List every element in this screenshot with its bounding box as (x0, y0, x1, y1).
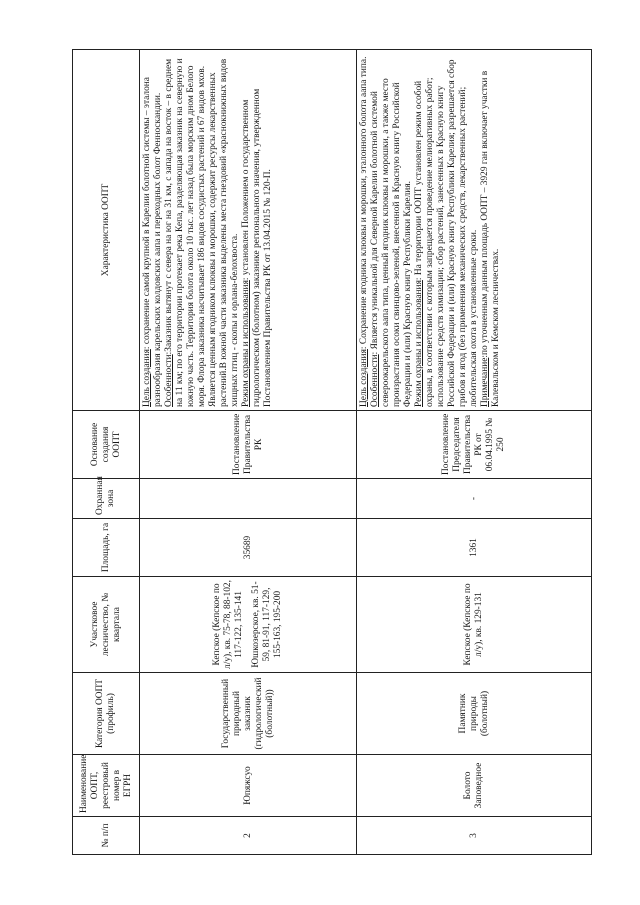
forestry-line: Кепское (Кепское по л/у), кв. 129-131 (463, 583, 485, 666)
features-text: : Является уникальной для Северной Карелии болотной системой североокарельского аапа типа, ценный ягодник клюквы и морошки, а также место произрастания осоки свинцово-зеленой, внесенной в Красную книгу Российской Федерации и (или) Красную книгу Республики Карелия. (370, 78, 414, 407)
header-basis: Основание создания ООПТ (73, 411, 140, 479)
row-forestry (357, 577, 592, 673)
forestry-line: Юшкозерское, кв. 51-59, 81-91, 117-129, 155-163, 195-200 (251, 581, 284, 668)
table-header-row (73, 50, 140, 855)
oopt-table (72, 49, 592, 855)
features-label: Особенности (370, 354, 381, 407)
note-paragraph (480, 53, 502, 407)
regime-label: Режим охраны и использования (414, 280, 425, 407)
row-name: Юпяжсуо (140, 755, 357, 817)
goal-label: Цель создания (142, 349, 152, 407)
header-name: Наименование ООПТ, реестровый номер в ЕГРН (73, 755, 140, 817)
features-paragraph (370, 53, 414, 407)
regime-text: : На территории ООПТ установлен режим особой охраны, в соответствии с которым запрещается проведение мелиоративных работ; использование средств химизации; сбор растений, занесенных в Красную книгу Российской Федерации и (или) Красную книгу Республики Карелия; разрешается сбор грибов и ягод (без применения механических средств, лекарственных растений; любительская охота в установленные сроки. (414, 59, 480, 407)
note-label: Примечание (480, 357, 491, 407)
header-forestry: Участковое лесничество, № квартала (73, 577, 140, 673)
regime-label: Режим охраны и использования (241, 280, 251, 407)
goal-text: : сохранение самой крупной в Карелии болотной системы – эталона разнообразия карельских колдовских аапа и переходных болот Фенноскандии. (142, 77, 163, 407)
regime-text: : установлен Положением о государственном гидрологическом (болотном) заказнике регионального значения, утвержденном Постановлением Правительства РК от 13.04.2015 № 120-П. (241, 88, 273, 407)
table-row (140, 50, 357, 855)
goal-label: Цель создания (359, 349, 370, 407)
goal-paragraph (142, 53, 164, 407)
row-name: Болото Заповедное (357, 755, 592, 817)
regime-paragraph (241, 53, 274, 407)
regime-paragraph (414, 53, 480, 407)
row-category: Памятник природы (болотный) (357, 673, 592, 755)
row-category: Государственный природный заказник (гидрологический (болотный)) (140, 673, 357, 755)
row-area: 1361 (357, 519, 592, 577)
forestry-line: Кепское (Кепское по л/у), кв. 75-78, 88-102, 117-122, 135-141 (212, 580, 245, 669)
row-num: 2 (140, 817, 357, 855)
header-characteristics: Характеристика ООПТ (73, 50, 140, 411)
row-basis: Постановление Правительства РК (140, 411, 357, 479)
header-area: Площадь, га (73, 519, 140, 577)
row-characteristics (357, 50, 592, 411)
header-category: Категория ООПТ (профиль) (73, 673, 140, 755)
row-forestry (140, 577, 357, 673)
row-characteristics (140, 50, 357, 411)
row-buffer (140, 479, 357, 519)
header-num: № п/п (73, 817, 140, 855)
note-text: :по уточненным данным площадь ООПТ – 3929 ган включает участки в Калевальском и Кемском лесничествах. (480, 70, 502, 407)
rotated-table-container (72, 50, 592, 855)
goal-paragraph (359, 53, 370, 407)
row-area: 35689 (140, 519, 357, 577)
row-basis: Постановление Председателя Правительства РК от 06.04.1995 № 250 (357, 411, 592, 479)
features-text: :Заказник вытянут с севера на юг на 31 км, с запада на восток – в среднем на 11 км; по его территории протекает река Кепа, разделяющая заказник на северную и южную часть. Территория болота около 10 тыс. лет назад была морским дном Белого моря. Флора заказника насчитывает 186 видов сосудистых растений и 67 видов мхов. Является ценным ягодником клюквы и морошки, содержит ресурсы лекарственных растений.В южной части заказника выделены места гнездовий «краснокнижных видов хищных птиц - скопы и орлана-белохвоста. (164, 58, 240, 407)
features-label: Особенности (164, 354, 174, 407)
table-row (357, 50, 592, 855)
features-paragraph (164, 53, 241, 407)
row-buffer: - (357, 479, 592, 519)
row-num: 3 (357, 817, 592, 855)
goal-text: : Сохранение ягодника клюквы и морошки, эталонного болота аапа типа. (359, 56, 370, 350)
header-buffer: Охранная зона (73, 479, 140, 519)
